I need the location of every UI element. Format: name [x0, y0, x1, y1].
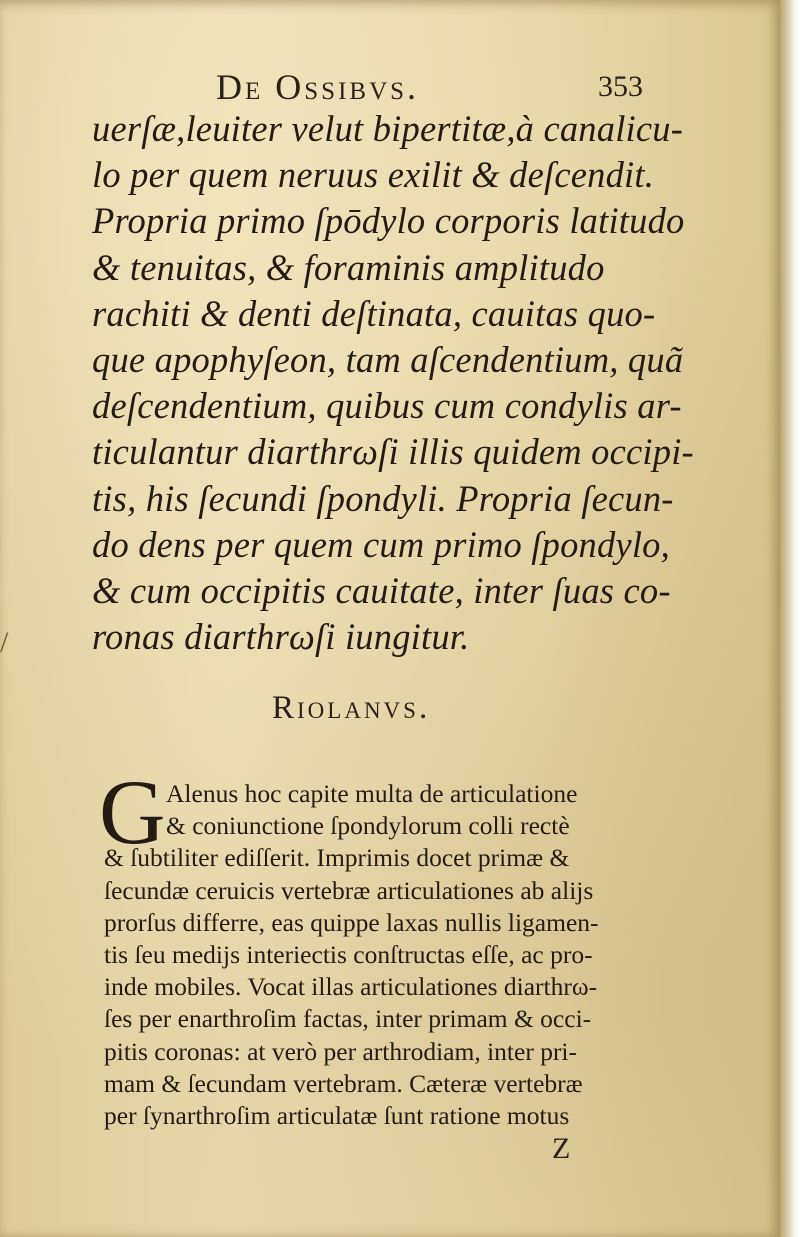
text-line: & coniunctione ſpondylorum colli rectè [166, 811, 570, 841]
text-line: pitis coronas: at verò per arthrodiam, inter pri- [104, 1036, 578, 1066]
text-line: tis, his ſecundi ſpondyli. Propria ſecun- [92, 477, 674, 519]
page-edge [780, 0, 800, 1237]
text-line: inde mobiles. Vocat illas articulationes diarthrω- [104, 972, 598, 1002]
page-number: 353 [598, 70, 643, 103]
text-line: ronas diarthrωſi iungitur. [92, 616, 470, 658]
text-line: per ſynarthroſim articulatæ ſunt ratione motus [104, 1100, 570, 1130]
text-line: ticulantur diarthrωſi illis quidem occipi- [92, 431, 694, 473]
running-head: De Ossibvs. [216, 67, 420, 107]
text-line: & ſubtiliter ediſſerit. Imprimis docet primæ & [104, 843, 570, 873]
text-line: & cum occipitis cauitate, inter ſuas co- [92, 569, 671, 611]
text-line: deſcendentium, quibus cum condylis ar- [92, 385, 682, 427]
text-line: ſecundæ ceruicis vertebræ articulationes ab alijs [104, 875, 594, 905]
text-line: lo per quem neruus exilit & deſcendit. [92, 154, 655, 196]
text-line: tis ſeu medijs interiectis conſtructas eſſe, ac pro- [104, 939, 593, 969]
commentary-block [99, 761, 684, 1132]
text-line: rachiti & denti deſtinata, cauitas quo- [92, 292, 656, 334]
text-line: ſes per enarthroſim factas, inter primam & occi- [104, 1004, 592, 1034]
text-line: que apophyſeon, tam aſcendentium, quã [92, 338, 684, 380]
text-line: do dens per quem cum primo ſpondylo, [92, 523, 670, 565]
drop-cap: G [99, 761, 166, 863]
text-line: & tenuitas, & foraminis amplitudo [92, 246, 605, 288]
text-line: mam & ſecundam vertebram. Cæteræ vertebræ [104, 1068, 583, 1098]
margin-mark: / [0, 626, 9, 659]
section-heading: Riolanvs. [272, 690, 431, 726]
text-line: Propria primo ſpōdylo corporis latitudo [92, 200, 685, 242]
text-line: Alenus hoc capite multa de articulatione [166, 779, 578, 808]
text-line: prorſus differre, eas quippe laxas nullis ligamen- [104, 907, 599, 937]
page-header [0, 62, 780, 112]
catchword: Z [552, 1132, 571, 1165]
text-line: uerſæ,leuiter velut bipertitæ,à canalicu- [92, 108, 684, 149]
galen-text-block [92, 106, 694, 660]
